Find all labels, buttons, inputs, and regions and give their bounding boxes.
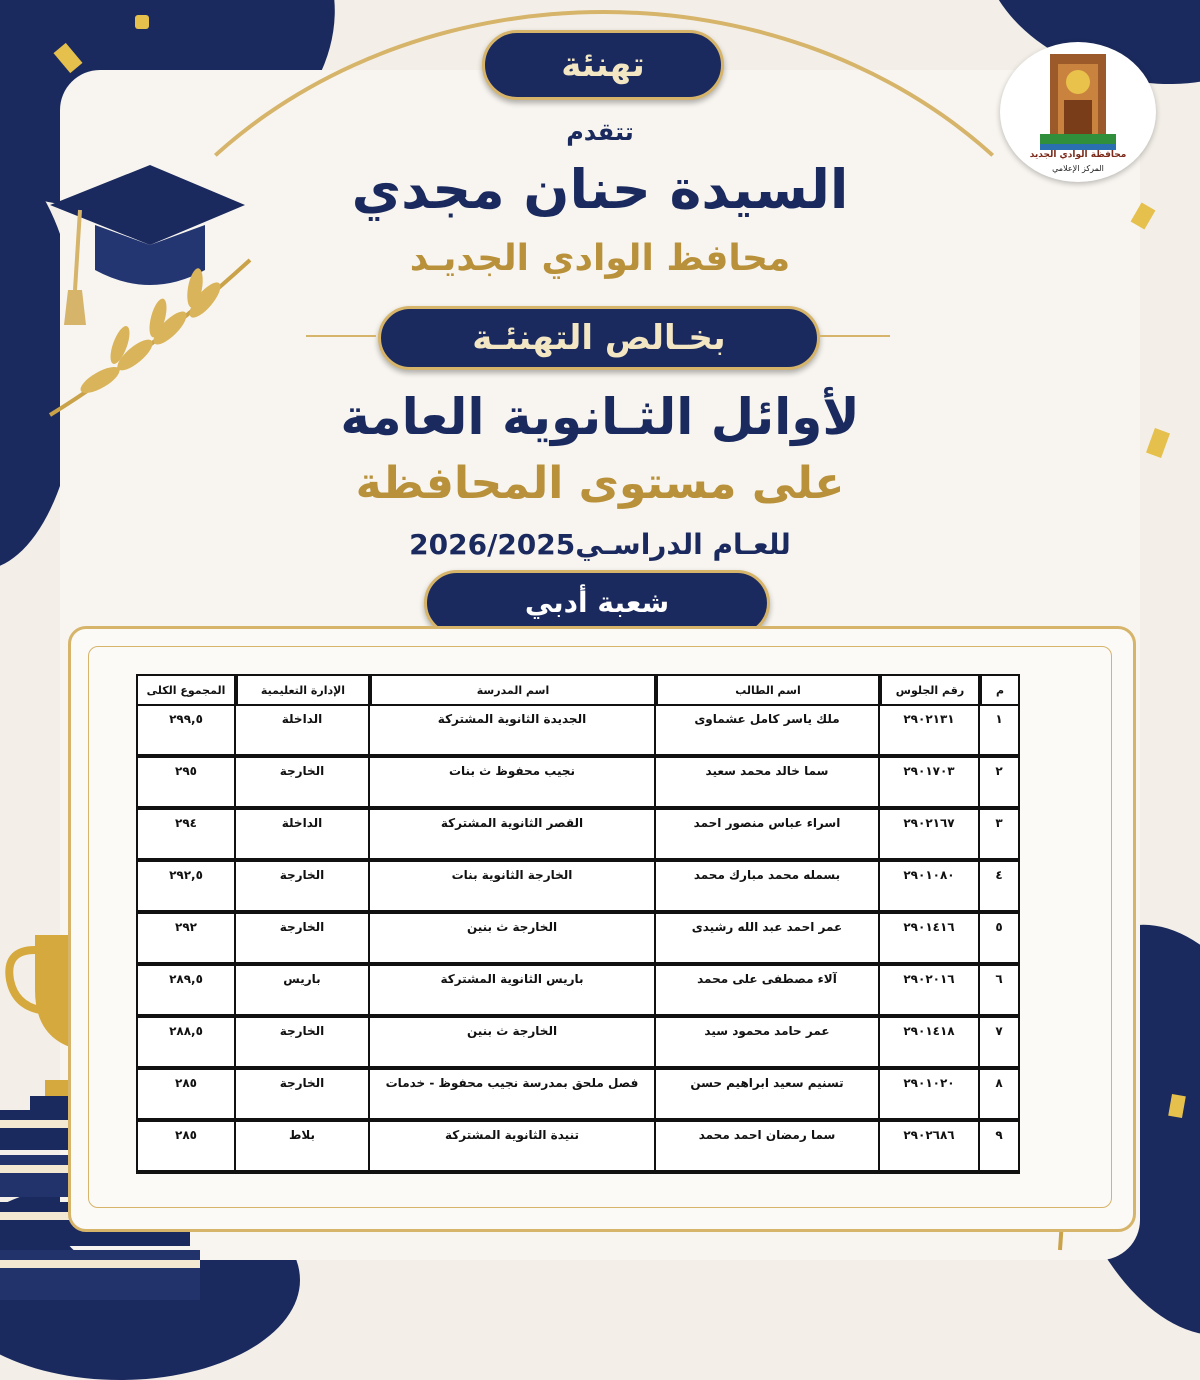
cell-admin: الخارجة bbox=[236, 1070, 370, 1122]
cell-total: ٢٩٢ bbox=[136, 914, 236, 966]
col-header-seat-number: رقم الجلوس bbox=[880, 674, 980, 706]
col-header-school-name: اسم المدرسة bbox=[370, 674, 656, 706]
cell-student-name: سما خالد محمد سعيد bbox=[656, 758, 880, 810]
col-header-admin: الإدارة التعليمية bbox=[236, 674, 370, 706]
cell-student-name: تسنيم سعيد ابراهيم حسن bbox=[656, 1070, 880, 1122]
table-row bbox=[136, 1122, 1020, 1174]
ornament-line-right bbox=[820, 335, 890, 337]
cell-index: ٩ bbox=[980, 1122, 1020, 1174]
cell-admin: الداخلة bbox=[236, 810, 370, 862]
confetti-piece bbox=[1146, 428, 1170, 458]
cell-admin: الخارجة bbox=[236, 862, 370, 914]
cell-index: ٥ bbox=[980, 914, 1020, 966]
cell-index: ٦ bbox=[980, 966, 1020, 1018]
cell-admin: باريس bbox=[236, 966, 370, 1018]
table-row bbox=[136, 758, 1020, 810]
cell-school-name: تنيدة الثانوية المشتركة bbox=[370, 1122, 656, 1174]
academic-year: للعـام الدراسـي2026/2025 bbox=[409, 528, 791, 561]
logo-line2: المركز الإعلامي bbox=[1052, 164, 1104, 173]
presents-text: تتقدم bbox=[566, 118, 634, 146]
cell-seat-number: ٢٩٠٢١٦٧ bbox=[880, 810, 980, 862]
confetti-piece bbox=[135, 15, 149, 29]
table-header-row bbox=[136, 674, 1020, 706]
congrats-label: تهنئة bbox=[561, 45, 645, 85]
cell-seat-number: ٢٩٠٢٠١٦ bbox=[880, 966, 980, 1018]
cell-student-name: بسمله محمد مبارك محمد bbox=[656, 862, 880, 914]
heading-line1: لأوائل الثـانوية العامة bbox=[340, 388, 860, 446]
col-header-student-name: اسم الطالب bbox=[656, 674, 880, 706]
cell-student-name: ملك ياسر كامل عشماوى bbox=[656, 706, 880, 758]
col-header-index: م bbox=[980, 674, 1020, 706]
ornament-line-left bbox=[306, 335, 376, 337]
cell-school-name: القصر الثانوية المشتركة bbox=[370, 810, 656, 862]
cell-admin: الداخلة bbox=[236, 706, 370, 758]
cell-index: ٢ bbox=[980, 758, 1020, 810]
cell-seat-number: ٢٩٠١٠٢٠ bbox=[880, 1070, 980, 1122]
cell-school-name: فصل ملحق بمدرسة نجيب محفوظ - خدمات bbox=[370, 1070, 656, 1122]
sincere-congrats-label: بخـالص التهنئـة bbox=[472, 318, 726, 358]
cell-school-name: الخارجة ث بنين bbox=[370, 1018, 656, 1070]
cell-school-name: الخارجة الثانوية بنات bbox=[370, 862, 656, 914]
cell-admin: الخارجة bbox=[236, 914, 370, 966]
cell-student-name: عمر حامد محمود سيد bbox=[656, 1018, 880, 1070]
cell-total: ٢٩٩,٥ bbox=[136, 706, 236, 758]
congrats-badge bbox=[482, 30, 724, 100]
table-row bbox=[136, 810, 1020, 862]
sincere-congrats-badge bbox=[378, 306, 820, 370]
cell-seat-number: ٢٩٠٢١٣١ bbox=[880, 706, 980, 758]
cell-student-name: عمر احمد عبد الله رشيدى bbox=[656, 914, 880, 966]
cell-school-name: باريس الثانوية المشتركة bbox=[370, 966, 656, 1018]
official-name: السيدة حنان مجدي bbox=[351, 158, 849, 221]
cell-total: ٢٨٨,٥ bbox=[136, 1018, 236, 1070]
table-row bbox=[136, 862, 1020, 914]
table-row bbox=[136, 706, 1020, 758]
table-body bbox=[136, 706, 1020, 1174]
cell-total: ٢٩٤ bbox=[136, 810, 236, 862]
cell-seat-number: ٢٩٠١٤١٨ bbox=[880, 1018, 980, 1070]
cell-school-name: نجيب محفوظ ث بنات bbox=[370, 758, 656, 810]
cell-student-name: سما رمضان احمد محمد bbox=[656, 1122, 880, 1174]
cell-seat-number: ٢٩٠١٤١٦ bbox=[880, 914, 980, 966]
table-row bbox=[136, 966, 1020, 1018]
cell-admin: الخارجة bbox=[236, 758, 370, 810]
table-row bbox=[136, 914, 1020, 966]
cell-index: ٧ bbox=[980, 1018, 1020, 1070]
logo-emblem-icon bbox=[1000, 42, 1156, 182]
cell-admin: الخارجة bbox=[236, 1018, 370, 1070]
col-header-total: المجموع الكلى bbox=[136, 674, 236, 706]
logo-line1: محافظة الوادي الجديد bbox=[1029, 150, 1127, 160]
cell-total: ٢٨٥ bbox=[136, 1070, 236, 1122]
cell-total: ٢٨٩,٥ bbox=[136, 966, 236, 1018]
table-row bbox=[136, 1070, 1020, 1122]
laurel-branch-left-icon bbox=[40, 250, 260, 424]
cell-index: ٣ bbox=[980, 810, 1020, 862]
cell-total: ٢٩٥ bbox=[136, 758, 236, 810]
cell-student-name: آلاء مصطفى على محمد bbox=[656, 966, 880, 1018]
cell-index: ٨ bbox=[980, 1070, 1020, 1122]
table-row bbox=[136, 1018, 1020, 1070]
cell-seat-number: ٢٩٠٢٦٨٦ bbox=[880, 1122, 980, 1174]
cell-index: ١ bbox=[980, 706, 1020, 758]
cell-seat-number: ٢٩٠١٠٨٠ bbox=[880, 862, 980, 914]
official-title: محافظ الوادي الجديـد bbox=[409, 238, 791, 279]
cell-total: ٢٨٥ bbox=[136, 1122, 236, 1174]
results-table bbox=[136, 674, 1020, 1174]
cell-seat-number: ٢٩٠١٧٠٣ bbox=[880, 758, 980, 810]
cell-index: ٤ bbox=[980, 862, 1020, 914]
division-label: شعبة أدبي bbox=[524, 586, 670, 619]
governorate-logo bbox=[1000, 42, 1156, 182]
cell-school-name: الخارجة ث بنين bbox=[370, 914, 656, 966]
heading-line2: على مستوى المحافظة bbox=[355, 458, 845, 509]
cell-total: ٢٩٢,٥ bbox=[136, 862, 236, 914]
cell-school-name: الجديدة الثانوية المشتركة bbox=[370, 706, 656, 758]
cell-admin: بلاط bbox=[236, 1122, 370, 1174]
cell-student-name: اسراء عباس منصور احمد bbox=[656, 810, 880, 862]
